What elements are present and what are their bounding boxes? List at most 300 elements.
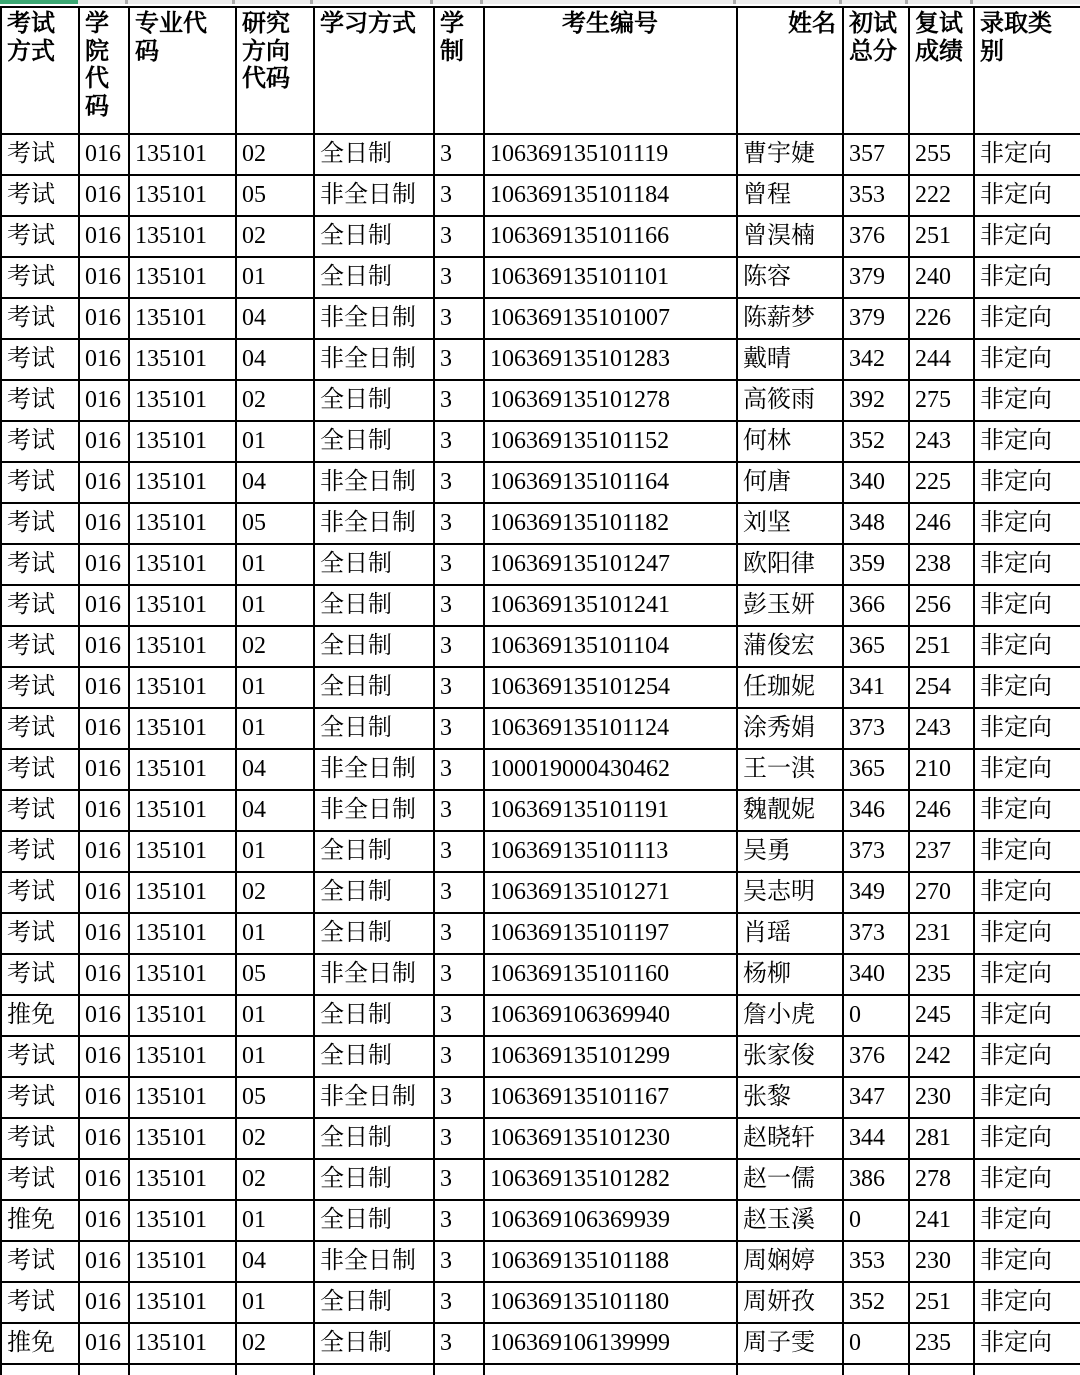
cell-name[interactable]: 陈薪梦 [737,298,843,339]
cell-study-mode[interactable]: 全日制 [314,708,434,749]
cell-exam-method[interactable]: 考试 [1,503,79,544]
cell-name[interactable]: 杨柳 [737,954,843,995]
cell-retest-score[interactable]: 237 [909,831,974,872]
cell-retest-score[interactable]: 210 [909,749,974,790]
header-retest-score[interactable]: 复试成绩 [909,7,974,134]
cell-candidate-id[interactable]: 106369135101299 [484,1036,737,1077]
cell-retest-score[interactable]: 243 [909,421,974,462]
cell-college-code[interactable]: 016 [79,1159,129,1200]
cell-retest-score[interactable]: 281 [909,1118,974,1159]
cell-admission-category[interactable]: 非定向 [974,257,1080,298]
cell-duration[interactable]: 3 [434,380,484,421]
cell-direction-code[interactable]: 02 [236,1118,314,1159]
cell-admission-category[interactable]: 非定向 [974,708,1080,749]
cell-candidate-id[interactable]: 106369135101164 [484,462,737,503]
cell-admission-category[interactable]: 非定向 [974,175,1080,216]
header-direction-code[interactable]: 研究方向代码 [236,7,314,134]
cell-study-mode[interactable]: 非全日制 [314,339,434,380]
cell-name[interactable]: 戴晴 [737,339,843,380]
cell-admission-category[interactable]: 非定向 [974,380,1080,421]
header-study-mode[interactable]: 学习方式 [314,7,434,134]
cell-study-mode[interactable]: 全日制 [314,872,434,913]
cell-exam-method[interactable]: 考试 [1,913,79,954]
cell-exam-method[interactable]: 考试 [1,749,79,790]
cell-college-code[interactable]: 016 [79,1200,129,1241]
cell-major-code[interactable]: 135101 [129,544,236,585]
cell-exam-method[interactable]: 考试 [1,1282,79,1323]
cell-retest-score[interactable]: 244 [909,339,974,380]
cell-college-code[interactable]: 016 [79,1077,129,1118]
cell-initial-score[interactable]: 373 [843,913,909,954]
cell-name[interactable]: 赵晓轩 [737,1118,843,1159]
cell-initial-score[interactable]: 347 [843,1077,909,1118]
cell-retest-score[interactable]: 270 [909,872,974,913]
cell-college-code[interactable]: 016 [79,216,129,257]
cell-direction-code[interactable]: 01 [236,995,314,1036]
cell-college-code[interactable]: 016 [79,1118,129,1159]
cell-admission-category[interactable]: 非定向 [974,790,1080,831]
cell-duration[interactable]: 3 [434,257,484,298]
cell-initial-score[interactable]: 348 [843,503,909,544]
cell-exam-method[interactable]: 考试 [1,667,79,708]
cell-initial-score[interactable]: 0 [843,1200,909,1241]
cell-initial-score[interactable]: 379 [843,298,909,339]
cell-admission-category[interactable]: 非定向 [974,503,1080,544]
cell-major-code[interactable]: 135101 [129,749,236,790]
cell-admission-category[interactable]: 非定向 [974,913,1080,954]
cell-exam-method[interactable]: 考试 [1,134,79,175]
cell-exam-method[interactable]: 推免 [1,995,79,1036]
cell-duration[interactable]: 3 [434,544,484,585]
cell-exam-method[interactable]: 考试 [1,1036,79,1077]
cell-name[interactable]: 曾淏楠 [737,216,843,257]
cell-name[interactable]: 高筱雨 [737,380,843,421]
cell-initial-score[interactable]: 365 [843,626,909,667]
cell-admission-category[interactable]: 非定向 [974,462,1080,503]
cell-candidate-id[interactable]: 106369106139999 [484,1323,737,1364]
cell-name[interactable]: 吴志明 [737,872,843,913]
cell-admission-category[interactable]: 非定向 [974,421,1080,462]
cell-name[interactable]: 王一淇 [737,749,843,790]
cell-study-mode[interactable]: 全日制 [314,1200,434,1241]
cell-exam-method[interactable]: 考试 [1,298,79,339]
cell-name[interactable]: 吴勇 [737,831,843,872]
header-major-code[interactable]: 专业代码 [129,7,236,134]
cell-study-mode[interactable]: 非全日制 [314,749,434,790]
cell-major-code[interactable]: 135101 [129,421,236,462]
cell-duration[interactable]: 3 [434,872,484,913]
cell-name[interactable]: 周妍孜 [737,1282,843,1323]
cell-candidate-id[interactable]: 106369135101191 [484,790,737,831]
cell-admission-category[interactable]: 非定向 [974,298,1080,339]
cell-college-code[interactable]: 016 [79,749,129,790]
cell-duration[interactable]: 3 [434,667,484,708]
cell-college-code[interactable]: 016 [79,462,129,503]
cell-duration[interactable]: 3 [434,175,484,216]
cell-major-code[interactable]: 135101 [129,1159,236,1200]
cell-major-code[interactable]: 135101 [129,1077,236,1118]
cell-direction-code[interactable]: 02 [236,134,314,175]
cell-initial-score[interactable]: 0 [843,1323,909,1364]
cell-admission-category[interactable]: 非定向 [974,1200,1080,1241]
cell-candidate-id[interactable]: 106369135101180 [484,1282,737,1323]
cell-duration[interactable]: 3 [434,1077,484,1118]
cell-direction-code[interactable]: 01 [236,1200,314,1241]
cell-candidate-id[interactable]: 106369135101160 [484,954,737,995]
cell-retest-score[interactable]: 243 [909,708,974,749]
cell-retest-score[interactable]: 278 [909,1159,974,1200]
cell-study-mode[interactable]: 全日制 [314,216,434,257]
cell-study-mode[interactable]: 全日制 [314,1036,434,1077]
cell-study-mode[interactable]: 全日制 [314,667,434,708]
cell-major-code[interactable]: 135101 [129,831,236,872]
cell-college-code[interactable]: 016 [79,995,129,1036]
cell-candidate-id[interactable]: 106369135101101 [484,257,737,298]
cell-study-mode[interactable]: 非全日制 [314,503,434,544]
cell-admission-category[interactable]: 非定向 [974,1282,1080,1323]
cell-direction-code[interactable]: 01 [236,257,314,298]
cell-college-code[interactable]: 016 [79,831,129,872]
cell-retest-score[interactable]: 235 [909,954,974,995]
cell-major-code[interactable]: 135101 [129,913,236,954]
cell-admission-category[interactable]: 非定向 [974,995,1080,1036]
cell-initial-score[interactable]: 357 [843,134,909,175]
cell-retest-score[interactable]: 231 [909,913,974,954]
cell-candidate-id[interactable]: 106369106369939 [484,1200,737,1241]
cell-duration[interactable]: 3 [434,995,484,1036]
cell-admission-category[interactable]: 非定向 [974,1323,1080,1364]
cell-candidate-id[interactable]: 106369135101230 [484,1118,737,1159]
cell-initial-score[interactable]: 365 [843,749,909,790]
cell-study-mode[interactable]: 非全日制 [314,175,434,216]
cell-duration[interactable]: 3 [434,790,484,831]
cell-name[interactable]: 曹宇婕 [737,134,843,175]
cell-direction-code[interactable]: 05 [236,175,314,216]
cell-major-code[interactable]: 135101 [129,257,236,298]
cell-direction-code[interactable]: 05 [236,1077,314,1118]
cell-duration[interactable]: 3 [434,1323,484,1364]
cell-admission-category[interactable]: 非定向 [974,1159,1080,1200]
cell-name[interactable]: 何林 [737,421,843,462]
cell-name[interactable]: 詹小虎 [737,995,843,1036]
cell-study-mode[interactable]: 全日制 [314,1118,434,1159]
cell-exam-method[interactable]: 考试 [1,421,79,462]
cell-retest-score[interactable]: 246 [909,503,974,544]
cell-retest-score[interactable]: 222 [909,175,974,216]
cell-exam-method[interactable]: 考试 [1,1077,79,1118]
cell-name[interactable]: 欧阳律 [737,544,843,585]
cell-major-code[interactable]: 135101 [129,1200,236,1241]
cell-exam-method[interactable]: 考试 [1,216,79,257]
cell-initial-score[interactable]: 373 [843,831,909,872]
cell-duration[interactable]: 3 [434,626,484,667]
cell-college-code[interactable]: 016 [79,380,129,421]
cell-direction-code[interactable]: 02 [236,626,314,667]
cell-candidate-id[interactable]: 106369135101124 [484,708,737,749]
cell-duration[interactable]: 3 [434,708,484,749]
cell-candidate-id[interactable]: 106369135101197 [484,913,737,954]
cell-duration[interactable]: 3 [434,216,484,257]
cell-initial-score[interactable]: 0 [843,995,909,1036]
cell-initial-score[interactable]: 340 [843,954,909,995]
cell-name[interactable]: 任珈妮 [737,667,843,708]
cell-study-mode[interactable]: 全日制 [314,626,434,667]
cell-college-code[interactable]: 016 [79,1036,129,1077]
cell-name[interactable]: 蒲俊宏 [737,626,843,667]
cell-candidate-id[interactable]: 106369106369940 [484,995,737,1036]
cell-candidate-id[interactable]: 106369135101167 [484,1077,737,1118]
cell-candidate-id[interactable]: 106369135101254 [484,667,737,708]
cell-admission-category[interactable]: 非定向 [974,339,1080,380]
cell-study-mode[interactable]: 全日制 [314,380,434,421]
cell-direction-code[interactable]: 05 [236,503,314,544]
cell-exam-method[interactable]: 考试 [1,544,79,585]
cell-study-mode[interactable]: 全日制 [314,1159,434,1200]
cell-duration[interactable]: 3 [434,1200,484,1241]
cell-duration[interactable]: 3 [434,954,484,995]
cell-candidate-id[interactable]: 106369135101182 [484,503,737,544]
cell-study-mode[interactable]: 非全日制 [314,462,434,503]
cell-admission-category[interactable]: 非定向 [974,1036,1080,1077]
cell-college-code[interactable]: 016 [79,1282,129,1323]
cell-college-code[interactable]: 016 [79,872,129,913]
cell-direction-code[interactable]: 02 [236,1159,314,1200]
cell-college-code[interactable]: 016 [79,790,129,831]
cell-study-mode[interactable]: 非全日制 [314,954,434,995]
cell-college-code[interactable]: 016 [79,503,129,544]
cell-duration[interactable]: 3 [434,585,484,626]
cell-initial-score[interactable]: 359 [843,544,909,585]
cell-direction-code[interactable]: 01 [236,913,314,954]
cell-candidate-id[interactable]: 106369135101188 [484,1241,737,1282]
cell-initial-score[interactable]: 346 [843,790,909,831]
cell-candidate-id[interactable]: 106369135101282 [484,1159,737,1200]
cell-major-code[interactable]: 135101 [129,298,236,339]
cell-admission-category[interactable]: 非定向 [974,626,1080,667]
cell-exam-method[interactable]: 考试 [1,708,79,749]
cell-exam-method[interactable]: 推免 [1,1323,79,1364]
cell-duration[interactable]: 3 [434,134,484,175]
cell-direction-code[interactable]: 01 [236,585,314,626]
cell-major-code[interactable]: 135101 [129,954,236,995]
cell-college-code[interactable]: 016 [79,1241,129,1282]
cell-admission-category[interactable]: 非定向 [974,1241,1080,1282]
cell-retest-score[interactable]: 226 [909,298,974,339]
cell-exam-method[interactable]: 考试 [1,1241,79,1282]
cell-initial-score[interactable]: 392 [843,380,909,421]
cell-retest-score[interactable]: 246 [909,790,974,831]
cell-direction-code[interactable]: 04 [236,749,314,790]
cell-exam-method[interactable]: 考试 [1,626,79,667]
cell-direction-code[interactable]: 04 [236,790,314,831]
cell-study-mode[interactable]: 全日制 [314,831,434,872]
header-duration[interactable]: 学制 [434,7,484,134]
cell-admission-category[interactable]: 非定向 [974,954,1080,995]
cell-major-code[interactable]: 135101 [129,1323,236,1364]
cell-exam-method[interactable]: 考试 [1,1118,79,1159]
cell-study-mode[interactable]: 全日制 [314,421,434,462]
cell-direction-code[interactable]: 02 [236,1323,314,1364]
cell-name[interactable]: 涂秀娟 [737,708,843,749]
cell-initial-score[interactable]: 340 [843,462,909,503]
cell-college-code[interactable]: 016 [79,708,129,749]
cell-retest-score[interactable]: 230 [909,1077,974,1118]
header-college-code[interactable]: 学院代码 [79,7,129,134]
cell-major-code[interactable]: 135101 [129,1036,236,1077]
cell-initial-score[interactable]: 376 [843,1036,909,1077]
cell-name[interactable]: 何唐 [737,462,843,503]
cell-duration[interactable]: 3 [434,339,484,380]
cell-name[interactable]: 彭玉妍 [737,585,843,626]
cell-candidate-id[interactable]: 106369135101007 [484,298,737,339]
cell-duration[interactable]: 3 [434,1036,484,1077]
cell-exam-method[interactable]: 考试 [1,175,79,216]
cell-study-mode[interactable]: 全日制 [314,1323,434,1364]
cell-duration[interactable]: 3 [434,831,484,872]
cell-college-code[interactable]: 016 [79,626,129,667]
cell-name[interactable]: 赵玉溪 [737,1200,843,1241]
cell-retest-score[interactable]: 241 [909,1200,974,1241]
cell-college-code[interactable]: 016 [79,339,129,380]
cell-name[interactable]: 周娴婷 [737,1241,843,1282]
cell-retest-score[interactable]: 238 [909,544,974,585]
cell-direction-code[interactable]: 04 [236,339,314,380]
cell-exam-method[interactable]: 考试 [1,257,79,298]
cell-study-mode[interactable]: 非全日制 [314,298,434,339]
header-initial-score[interactable]: 初试总分 [843,7,909,134]
cell-retest-score[interactable]: 225 [909,462,974,503]
cell-major-code[interactable]: 135101 [129,216,236,257]
cell-college-code[interactable]: 016 [79,544,129,585]
cell-candidate-id[interactable]: 106369135101104 [484,626,737,667]
cell-major-code[interactable]: 135101 [129,790,236,831]
cell-retest-score[interactable]: 240 [909,257,974,298]
cell-initial-score[interactable]: 352 [843,1282,909,1323]
header-exam-method[interactable]: 考试方式 [1,7,79,134]
cell-duration[interactable]: 3 [434,462,484,503]
cell-candidate-id[interactable]: 106369135101119 [484,134,737,175]
cell-direction-code[interactable]: 04 [236,462,314,503]
cell-name[interactable]: 魏靓妮 [737,790,843,831]
cell-initial-score[interactable]: 353 [843,1241,909,1282]
cell-college-code[interactable]: 016 [79,1323,129,1364]
cell-name[interactable]: 张黎 [737,1077,843,1118]
cell-college-code[interactable]: 016 [79,298,129,339]
cell-initial-score[interactable]: 344 [843,1118,909,1159]
cell-direction-code[interactable]: 01 [236,1282,314,1323]
header-name[interactable]: 姓名 [737,7,843,134]
cell-initial-score[interactable]: 366 [843,585,909,626]
cell-admission-category[interactable]: 非定向 [974,667,1080,708]
cell-candidate-id[interactable]: 106369135101278 [484,380,737,421]
cell-direction-code[interactable]: 01 [236,544,314,585]
cell-admission-category[interactable]: 非定向 [974,585,1080,626]
cell-college-code[interactable]: 016 [79,134,129,175]
cell-college-code[interactable]: 016 [79,257,129,298]
cell-retest-score[interactable]: 254 [909,667,974,708]
cell-study-mode[interactable]: 非全日制 [314,790,434,831]
cell-study-mode[interactable]: 全日制 [314,544,434,585]
cell-exam-method[interactable]: 考试 [1,1159,79,1200]
cell-major-code[interactable]: 135101 [129,708,236,749]
cell-study-mode[interactable]: 全日制 [314,995,434,1036]
cell-duration[interactable]: 3 [434,1282,484,1323]
cell-name[interactable]: 陈容 [737,257,843,298]
cell-exam-method[interactable]: 推免 [1,1200,79,1241]
cell-direction-code[interactable]: 04 [236,298,314,339]
cell-college-code[interactable]: 016 [79,667,129,708]
cell-major-code[interactable]: 135101 [129,626,236,667]
cell-candidate-id[interactable]: 106369135101271 [484,872,737,913]
cell-admission-category[interactable]: 非定向 [974,1118,1080,1159]
cell-college-code[interactable]: 016 [79,913,129,954]
cell-exam-method[interactable]: 考试 [1,954,79,995]
cell-initial-score[interactable]: 373 [843,708,909,749]
cell-study-mode[interactable]: 全日制 [314,134,434,175]
cell-admission-category[interactable]: 非定向 [974,216,1080,257]
cell-retest-score[interactable]: 245 [909,995,974,1036]
cell-duration[interactable]: 3 [434,298,484,339]
cell-major-code[interactable]: 135101 [129,175,236,216]
cell-retest-score[interactable]: 251 [909,216,974,257]
cell-initial-score[interactable]: 376 [843,216,909,257]
cell-major-code[interactable]: 135101 [129,503,236,544]
cell-direction-code[interactable]: 01 [236,421,314,462]
cell-major-code[interactable]: 135101 [129,462,236,503]
cell-retest-score[interactable]: 251 [909,626,974,667]
cell-retest-score[interactable]: 251 [909,1282,974,1323]
header-admission-category[interactable]: 录取类别 [974,7,1080,134]
cell-duration[interactable]: 3 [434,1241,484,1282]
cell-name[interactable]: 周子雯 [737,1323,843,1364]
cell-name[interactable]: 曾程 [737,175,843,216]
cell-retest-score[interactable]: 230 [909,1241,974,1282]
cell-direction-code[interactable]: 05 [236,954,314,995]
cell-college-code[interactable]: 016 [79,421,129,462]
cell-candidate-id[interactable]: 106369135101113 [484,831,737,872]
cell-study-mode[interactable]: 全日制 [314,585,434,626]
cell-major-code[interactable]: 135101 [129,1118,236,1159]
cell-exam-method[interactable]: 考试 [1,585,79,626]
cell-admission-category[interactable]: 非定向 [974,749,1080,790]
cell-direction-code[interactable]: 01 [236,667,314,708]
cell-direction-code[interactable]: 01 [236,831,314,872]
cell-major-code[interactable]: 135101 [129,1241,236,1282]
cell-duration[interactable]: 3 [434,749,484,790]
cell-retest-score[interactable]: 235 [909,1323,974,1364]
cell-direction-code[interactable]: 01 [236,708,314,749]
cell-initial-score[interactable]: 386 [843,1159,909,1200]
cell-retest-score[interactable]: 275 [909,380,974,421]
cell-exam-method[interactable]: 考试 [1,339,79,380]
cell-candidate-id[interactable]: 106369135101184 [484,175,737,216]
cell-major-code[interactable]: 135101 [129,667,236,708]
cell-study-mode[interactable]: 全日制 [314,257,434,298]
cell-study-mode[interactable]: 全日制 [314,913,434,954]
cell-duration[interactable]: 3 [434,421,484,462]
cell-initial-score[interactable]: 342 [843,339,909,380]
cell-name[interactable]: 张家俊 [737,1036,843,1077]
cell-direction-code[interactable]: 02 [236,380,314,421]
cell-college-code[interactable]: 016 [79,175,129,216]
cell-initial-score[interactable]: 353 [843,175,909,216]
cell-initial-score[interactable]: 379 [843,257,909,298]
cell-direction-code[interactable]: 01 [236,1036,314,1077]
cell-admission-category[interactable]: 非定向 [974,544,1080,585]
cell-exam-method[interactable]: 考试 [1,872,79,913]
cell-college-code[interactable]: 016 [79,954,129,995]
cell-candidate-id[interactable]: 106369135101152 [484,421,737,462]
